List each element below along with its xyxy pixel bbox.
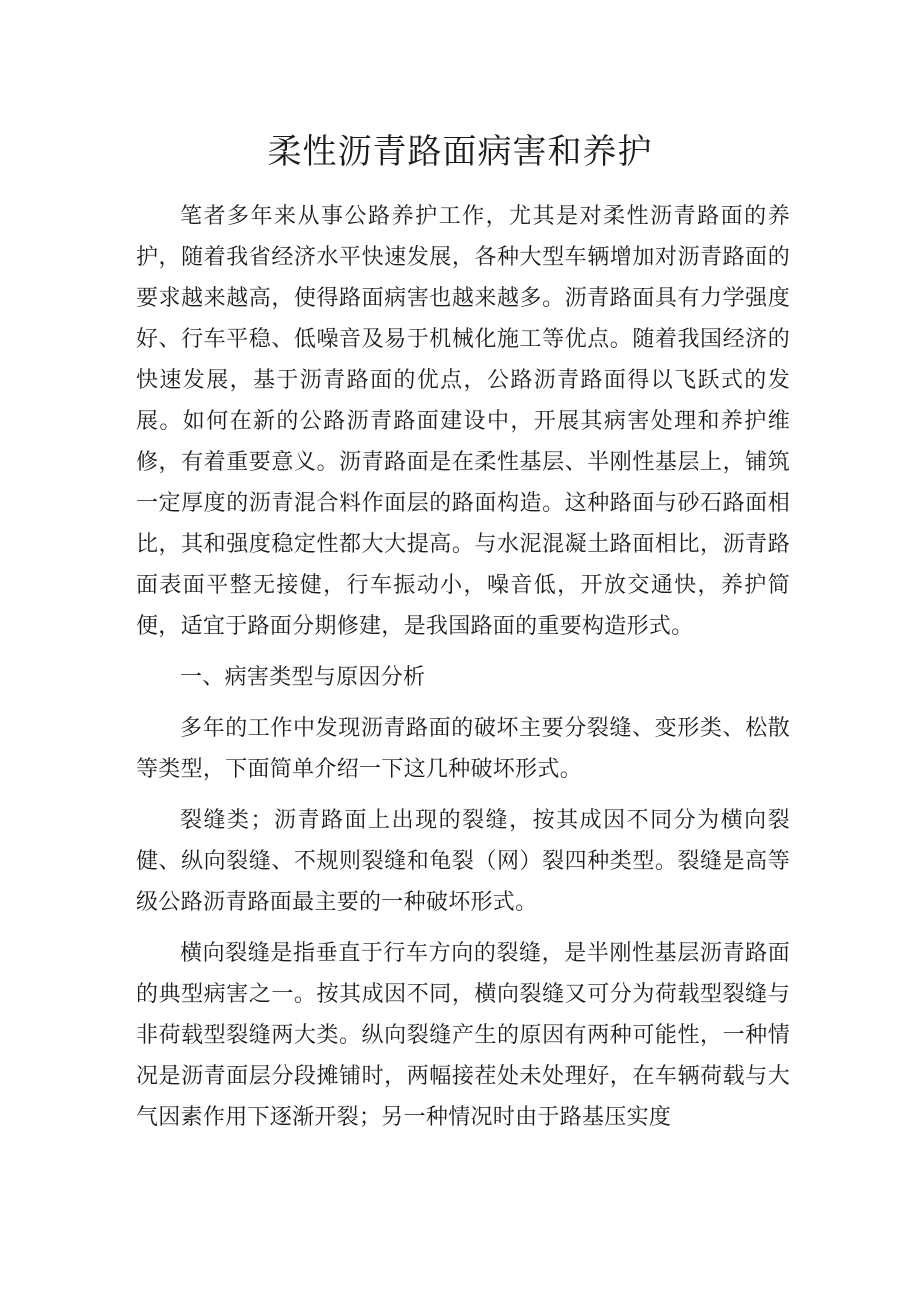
paragraph-intro: 笔者多年来从事公路养护工作，尤其是对柔性沥青路面的养护，随着我省经济水平快速发展，各种大型车辆增加对沥青路面的要求越来越高，使得路面病害也越来越多。沥青路面具有力学强度好、行车平稳、低噪音及易于机械化施工等优点。随着我国经济的快速发展，基于沥青路面的优点，公路沥青路面得以飞跃式的发展。如何在新的公路沥青路面建设中，开展其病害处理和养护维修，有着重要意义。沥青路面是在柔性基层、半刚性基层上，铺筑一定厚度的沥青混合料作面层的路面构造。这种路面与砂石路面相比，其和强度稳定性都大大提高。与水泥混凝土路面相比，沥青路面表面平整无接健，行车振动小，噪音低，开放交通快，养护简便，适宜于路面分期修建，是我国路面的重要构造形式。 <box>136 204 790 639</box>
paragraph-gap <box>136 790 790 800</box>
paragraph-transverse-cracks: 横向裂缝是指垂直于行车方向的裂缝，是半刚性基层沥青路面的典型病害之一。按其成因不同，横向裂缝又可分为荷载型裂缝与非荷载型裂缝两大类。纵向裂缝产生的原因有两种可能性，一种情况是沥青面层分段摊铺时，两幅接茬处未处理好，在车辆荷载与大气因素作用下逐渐开裂；另一种情况时由于路基压实度 <box>136 941 790 1130</box>
paragraph-gap <box>136 698 790 708</box>
paragraph-cracks: 裂缝类；沥青路面上出现的裂缝，按其成因不同分为横向裂健、纵向裂缝、不规则裂缝和龟裂（网）裂四种类型。裂缝是高等级公路沥青路面最主要的一种破坏形式。 <box>136 808 790 915</box>
document-title: 柔性沥青路面病害和养护 <box>267 132 653 172</box>
document-body <box>136 196 790 1138</box>
paragraph-damage-types: 多年的工作中发现沥青路面的破坏主要分裂缝、变形类、松散等类型，下面简单介绍一下这几种破坏形式。 <box>136 716 790 782</box>
section-heading: 一、病害类型与原因分析 <box>180 665 426 690</box>
paragraph-gap <box>136 923 790 933</box>
paragraph-gap <box>136 647 790 657</box>
